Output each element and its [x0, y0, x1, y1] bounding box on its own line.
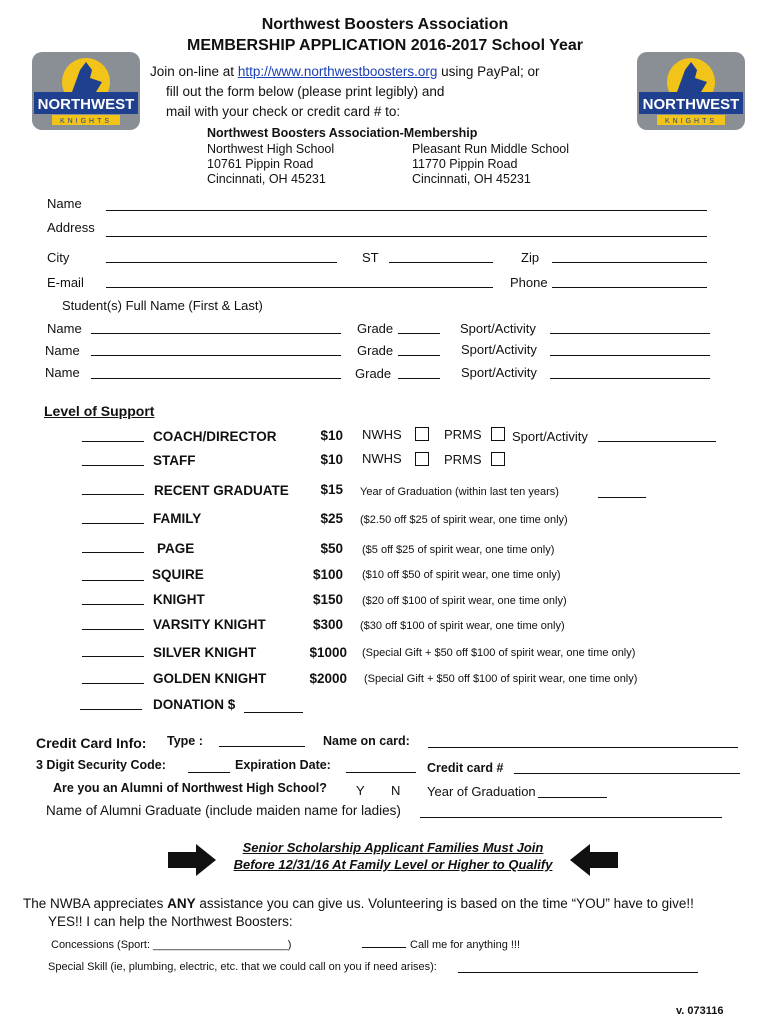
level-name: STAFF	[153, 453, 196, 468]
northwest-knights-logo-left	[32, 52, 140, 130]
addr-left-2: 10761 Pippin Road	[207, 157, 314, 171]
address-field[interactable]	[106, 236, 707, 237]
address-label: Address	[47, 220, 95, 235]
addr-right-2: 11770 Pippin Road	[412, 157, 518, 171]
grade-field[interactable]	[398, 378, 440, 379]
level-price: $150	[312, 592, 343, 607]
student-name-field[interactable]	[91, 355, 341, 356]
nwhs-label: NWHS	[362, 451, 402, 466]
level-name: RECENT GRADUATE	[154, 483, 289, 498]
scholarship-line-1: Senior Scholarship Applicant Families Must Join	[242, 840, 544, 855]
northwest-knights-logo-right	[637, 52, 745, 130]
prms-label: PRMS	[444, 452, 482, 467]
intro-line-3: mail with your check or credit card # to:	[166, 104, 401, 119]
intro-text: using PayPal; or	[437, 64, 540, 79]
level-note: ($10 off $50 of spirit wear, one time only)	[362, 569, 561, 581]
intro-line-2: fill out the form below (please print legibly) and	[166, 84, 445, 99]
level-of-support-heading: Level of Support	[44, 403, 155, 419]
level-price: $50	[320, 541, 343, 556]
sport-label: Sport/Activity	[512, 429, 588, 444]
email-label: E-mail	[47, 275, 84, 290]
appreciation-emphasis: ANY	[167, 896, 196, 911]
nwhs-checkbox[interactable]	[415, 427, 429, 441]
sport-field[interactable]	[550, 378, 710, 379]
level-note: ($30 off $100 of spirit wear, one time only)	[360, 620, 565, 632]
nwhs-label: NWHS	[362, 427, 402, 442]
level-blank[interactable]	[82, 523, 144, 524]
nwhs-checkbox[interactable]	[415, 452, 429, 466]
logo-text: NORTHWEST	[37, 96, 135, 113]
city-field[interactable]	[106, 262, 337, 263]
concessions-field[interactable]: Concessions (Sport: ______________________)	[51, 939, 292, 951]
student-name-field[interactable]	[91, 333, 341, 334]
alumni-name-field[interactable]	[420, 817, 722, 818]
sport-label: Sport/Activity	[460, 321, 536, 336]
level-blank[interactable]	[82, 552, 144, 553]
level-note: Year of Graduation (within last ten years)	[360, 486, 559, 498]
level-price: $10	[320, 428, 343, 443]
credit-card-info-label: Credit Card Info:	[36, 735, 147, 751]
card-type-label: Type :	[167, 734, 203, 748]
level-blank[interactable]	[82, 441, 144, 442]
appreciation-part: The NWBA appreciates	[23, 896, 168, 911]
level-blank[interactable]	[82, 683, 144, 684]
grade-field[interactable]	[398, 333, 440, 334]
card-number-label: Credit card #	[427, 761, 504, 775]
sport-field[interactable]	[550, 355, 710, 356]
level-blank[interactable]	[82, 580, 144, 581]
student-name-field[interactable]	[91, 378, 341, 379]
coach-sport-field[interactable]	[598, 441, 716, 442]
level-blank[interactable]	[82, 656, 144, 657]
donation-amount-field[interactable]	[244, 712, 303, 713]
arrow-right-icon	[168, 844, 218, 876]
student-name-label: Name	[45, 343, 80, 358]
level-blank[interactable]	[82, 494, 144, 495]
alumni-yes[interactable]: Y	[356, 783, 365, 798]
email-field[interactable]	[106, 287, 493, 288]
name-on-card-label: Name on card:	[323, 734, 410, 748]
expiration-label: Expiration Date:	[235, 758, 331, 772]
website-link[interactable]: http://www.northwestboosters.org	[237, 64, 438, 79]
page-subtitle: MEMBERSHIP APPLICATION 2016-2017 School Year	[187, 37, 583, 54]
level-note: (Special Gift + $50 off $100 of spirit wear, one time only)	[362, 647, 636, 659]
alumni-name-label: Name of Alumni Graduate (include maiden name for ladies)	[46, 803, 401, 818]
addr-right-3: Cincinnati, OH 45231	[412, 172, 531, 186]
level-blank[interactable]	[82, 604, 144, 605]
sport-field[interactable]	[550, 333, 710, 334]
level-note: ($20 off $100 of spirit wear, one time only)	[362, 595, 567, 607]
addr-left-3: Cincinnati, OH 45231	[207, 172, 326, 186]
mail-heading: Northwest Boosters Association-Membership	[207, 126, 478, 140]
appreciation-text	[23, 896, 694, 911]
security-code-label: 3 Digit Security Code:	[36, 758, 166, 772]
city-label: City	[47, 250, 70, 265]
level-blank[interactable]	[80, 709, 142, 710]
phone-label: Phone	[510, 275, 548, 290]
student-name-label: Name	[47, 321, 82, 336]
call-me-label: Call me for anything !!!	[410, 939, 521, 951]
level-price: $1000	[309, 645, 347, 660]
addr-right-1: Pleasant Run Middle School	[412, 142, 570, 156]
level-name: SQUIRE	[152, 567, 204, 582]
logo-subtext: KNIGHTS	[59, 118, 113, 125]
level-price: $2000	[309, 671, 347, 686]
level-note: ($2.50 off $25 of spirit wear, one time only)	[360, 514, 568, 526]
grade-label: Grade	[357, 321, 394, 336]
grad-year-label: Year of Graduation	[427, 784, 536, 799]
sport-label: Sport/Activity	[461, 342, 537, 357]
donation-label: DONATION $	[153, 697, 236, 712]
level-note: ($5 off $25 of spirit wear, one time only)	[362, 544, 555, 556]
level-name: FAMILY	[153, 511, 202, 526]
version-label: v. 073116	[676, 1005, 724, 1017]
name-label: Name	[47, 196, 82, 211]
name-field[interactable]	[106, 210, 707, 211]
card-number-field[interactable]	[514, 773, 740, 774]
level-name: GOLDEN KNIGHT	[153, 671, 267, 686]
scholarship-line-2: Before 12/31/16 At Family Level or Higher to Qualify	[233, 857, 553, 872]
arrow-left-icon	[568, 844, 618, 876]
call-me-field[interactable]	[362, 947, 406, 948]
volunteer-heading: YES!! I can help the Northwest Boosters:	[48, 914, 293, 929]
level-note: (Special Gift + $50 off $100 of spirit wear, one time only)	[364, 673, 638, 685]
addr-left-1: Northwest High School	[207, 142, 335, 156]
state-label: ST	[362, 250, 379, 265]
special-skill-label: Special Skill (ie, plumbing, electric, etc. that we could call on you if need arises):	[48, 961, 437, 973]
logo-text: NORTHWEST	[642, 96, 740, 113]
sport-label: Sport/Activity	[461, 365, 537, 380]
level-price: $25	[320, 511, 343, 526]
level-name: COACH/DIRECTOR	[153, 429, 277, 444]
prms-checkbox[interactable]	[491, 427, 505, 441]
phone-field[interactable]	[552, 287, 707, 288]
appreciation-part: assistance you can give us. Volunteering is based on the time “YOU” have to give!!	[195, 896, 694, 911]
alumni-question: Are you an Alumni of Northwest High School?	[53, 781, 327, 795]
logo-subtext: KNIGHTS	[664, 118, 718, 125]
level-name: SILVER KNIGHT	[153, 645, 257, 660]
level-price: $10	[320, 452, 343, 467]
security-code-field[interactable]	[188, 772, 230, 773]
intro-text: Join on-line at	[150, 64, 238, 79]
card-type-field[interactable]	[219, 746, 305, 747]
state-field[interactable]	[389, 262, 493, 263]
zip-field[interactable]	[552, 262, 707, 263]
level-price: $15	[320, 482, 343, 497]
grade-label: Grade	[357, 343, 394, 358]
intro-line-1	[150, 64, 539, 79]
level-name: VARSITY KNIGHT	[153, 617, 266, 632]
graduation-year-field[interactable]	[598, 497, 646, 498]
student-name-label: Name	[45, 365, 80, 380]
alumni-no[interactable]: N	[391, 783, 401, 798]
level-name: KNIGHT	[153, 592, 205, 607]
prms-checkbox[interactable]	[491, 452, 505, 466]
grade-field[interactable]	[398, 355, 440, 356]
name-on-card-field[interactable]	[428, 747, 738, 748]
level-blank[interactable]	[82, 629, 144, 630]
level-price: $100	[312, 567, 343, 582]
level-name: PAGE	[157, 541, 195, 556]
expiration-field[interactable]	[346, 772, 416, 773]
level-blank[interactable]	[82, 465, 144, 466]
level-price: $300	[312, 617, 343, 632]
prms-label: PRMS	[444, 427, 482, 442]
page-title: Northwest Boosters Association	[261, 16, 509, 33]
students-heading: Student(s) Full Name (First & Last)	[62, 298, 263, 313]
zip-label: Zip	[521, 250, 540, 265]
grad-year-field[interactable]	[538, 797, 607, 798]
special-skill-field[interactable]	[458, 972, 698, 973]
grade-label: Grade	[355, 366, 392, 381]
